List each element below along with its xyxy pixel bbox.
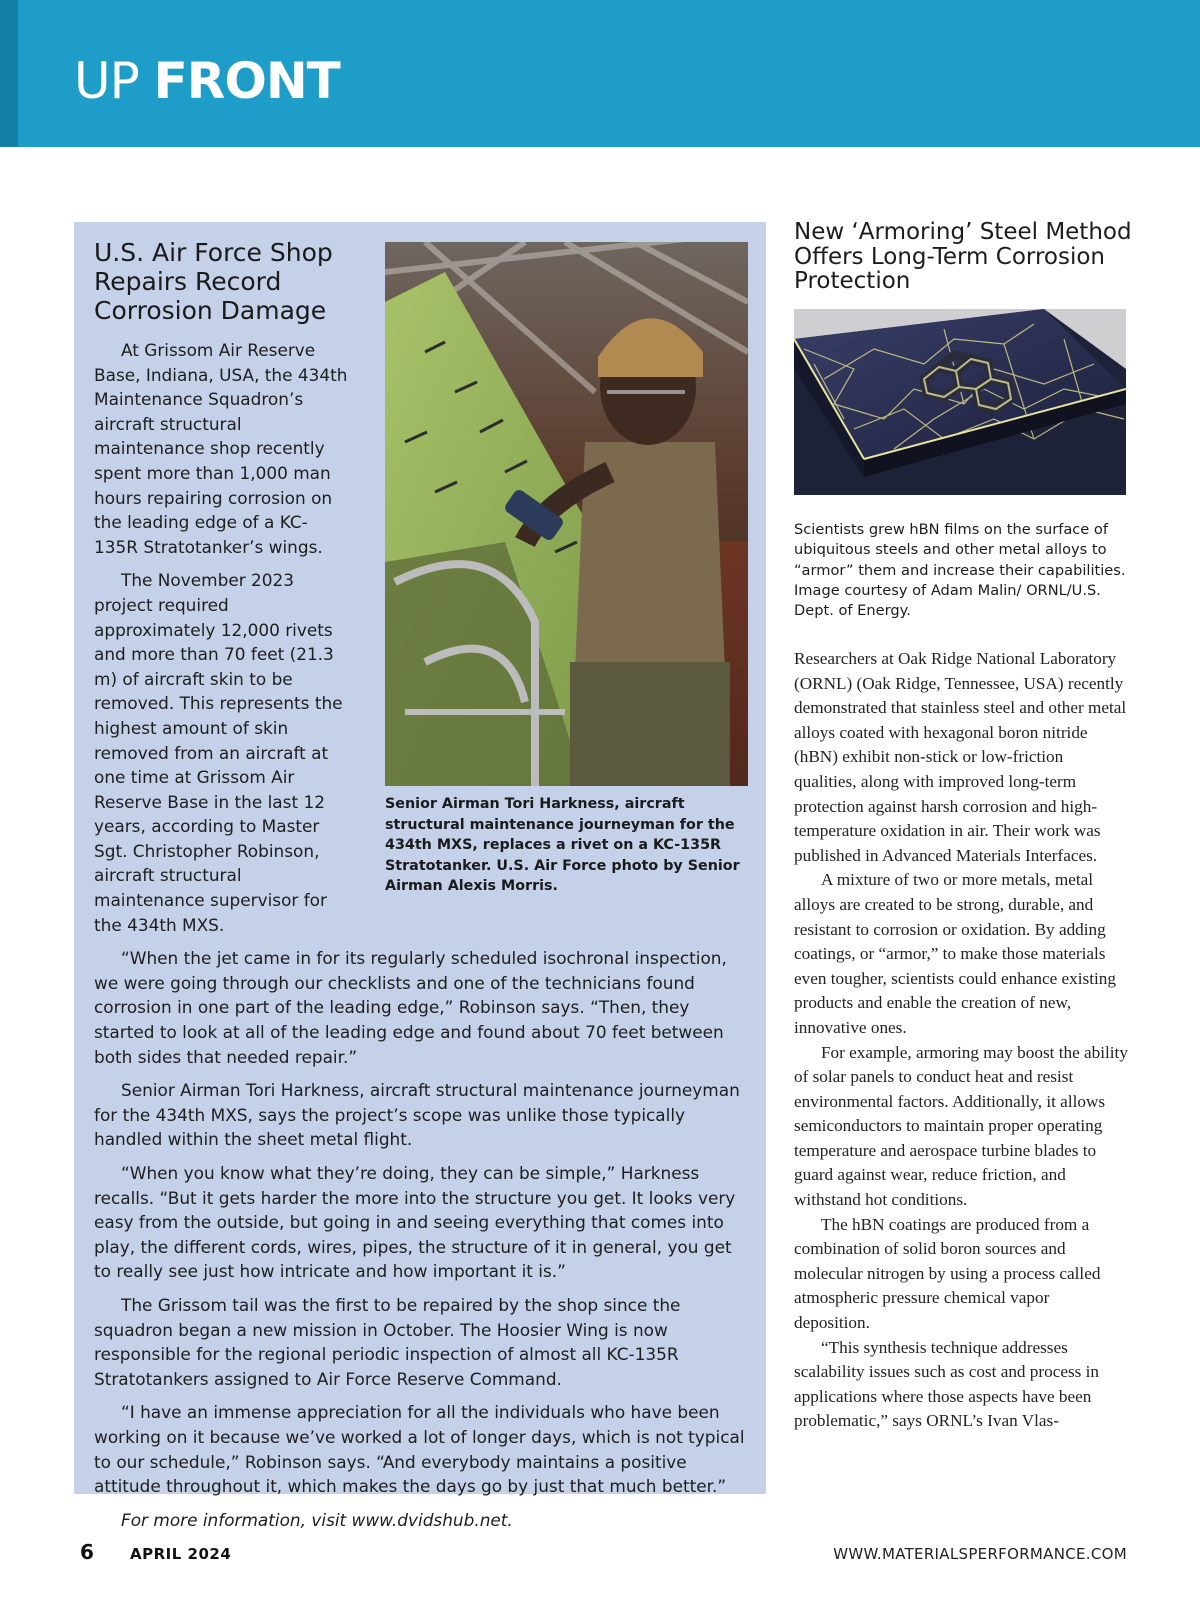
article-paragraph: For example, armoring may boost the ability of solar panels to conduct heat and resist environmental factors. Additionally, it allows semiconductors to maintain proper operating temperature and aerospace turbine blades to guard against wear, reduce friction, and withstand hot conditions. <box>794 1042 1128 1210</box>
sidebar-photo-caption: Senior Airman Tori Harkness, aircraft structural maintenance journeyman for the 434th MXS, replaces a rivet on a KC-135R Stratotanker. U.S. Air Force photo by Senior Airman Alexis Morris. <box>385 796 740 895</box>
issue-date: APRIL 2024 <box>130 1545 232 1563</box>
sidebar-paragraph: The Grissom tail was the first to be repaired by the shop since the squadron began a new mission in October. The Hoosier Wing is now responsible for the regional periodic inspection of almost all KC-135R Stratotankers assigned to Air Force Reserve Command. <box>94 1294 681 1389</box>
sidebar-paragraph: “When you know what they’re doing, they can be simple,” Harkness recalls. “But it gets harder the more into the structure you get. It looks very easy from the outside, but going in and seeing everything that comes into play, the different cords, wires, pipes, the structure of it in general, you get to really see just how intricate and how important it is.” <box>94 1163 736 1282</box>
article-paragraph: The hBN coatings are produced from a combination of solid boron sources and molecular nitrogen by using a process called atmospheric pressure chemical vapor deposition. <box>794 1214 1101 1333</box>
footer-url: WWW.MATERIALSPERFORMANCE.COM <box>833 1545 1127 1563</box>
article-paragraph: Researchers at Oak Ridge National Laboratory (ORNL) (Oak Ridge, Tennessee, USA) recently demonstrated that stainless steel and other metal alloys coated with hexagonal boron nitride (hBN) exhibit non-stick or low-friction qualities, along with improved long-term protection against harsh corrosion and high-temperature oxidation in air. Their work was published in Advanced Materials Interfaces. <box>794 649 1127 865</box>
header-accent-stripe <box>0 0 18 147</box>
sidebar-paragraph: Senior Airman Tori Harkness, aircraft structural maintenance journeyman for the 434th MXS, says the project’s scope was unlike those typically handled within the sheet metal flight. <box>94 1080 740 1150</box>
photo-wrap-spacer <box>349 338 749 890</box>
article-paragraph: “This synthesis technique addresses scalability issues such as cost and process in applications where those aspects have been problematic,” says ORNL’s Ivan Vlas- <box>794 1337 1100 1431</box>
sidebar-article <box>74 222 766 1530</box>
page-header <box>0 0 1200 147</box>
sidebar-paragraph: At Grissom Air Reserve Base, Indiana, USA, the 434th Maintenance Squadron’s aircraft structural maintenance shop recently spent more than 1,000 man hours repairing corrosion on the leading edge of a KC-135R Stratotanker’s wings. <box>94 340 348 557</box>
article-paragraph: A mixture of two or more metals, metal alloys are created to be strong, durable, and resistant to corrosion or oxidation. By adding coatings, or “armor,” to make those materials even tougher, scientists could enhance existing products and enable the creation of new, innovative ones. <box>794 870 1116 1037</box>
page-number: 6 <box>80 1540 94 1564</box>
section-title-part2: FRONT <box>153 52 340 110</box>
section-title-part1: UP <box>74 52 139 110</box>
hbn-armored-steel-photo <box>794 309 1126 495</box>
sidebar-paragraph: The November 2023 project required approximately 12,000 rivets and more than 70 feet (21.3 m) of aircraft skin to be removed. This represents the highest amount of skin removed from an aircraft at one time at Grissom Air Reserve Base in the last 12 years, according to Master Sgt. Christopher Robinson, aircraft structural maintenance supervisor for the 434th MXS. <box>94 570 343 935</box>
sidebar-title: U.S. Air Force Shop Repairs Record Corrosion Damage <box>94 238 333 325</box>
sidebar-paragraph: “I have an immense appreciation for all the individuals who have been working on it because we’ve worked a lot of longer days, which is not typical to our schedule,” Robinson says. “And everybody maintains a positive attitude throughout it, which makes the days go by just that much better.” <box>94 1402 745 1497</box>
article-body <box>794 647 1129 1434</box>
sidebar-paragraph: “When the jet came in for its regularly scheduled isochronal inspection, we were going through our checklists and one of the technicians found corrosion in one part of the leading edge,” Robinson says. “Then, they started to look at all of the leading edge and found about 70 feet between both sides that needed repair.” <box>94 948 727 1067</box>
section-title <box>74 52 340 110</box>
more-info-text: For more information, visit www.dvidshub.net. <box>121 1509 513 1530</box>
article-title: New ‘Armoring’ Steel Method Offers Long-Term Corrosion Protection <box>794 219 1132 294</box>
sidebar-body <box>94 338 749 1541</box>
article-photo-caption: Scientists grew hBN films on the surface of ubiquitous steels and other metal alloys to “armor” them and increase their capabilities. Image courtesy of Adam Malin/ ORNL/U.S. Dept. of Energy. <box>794 521 1126 620</box>
